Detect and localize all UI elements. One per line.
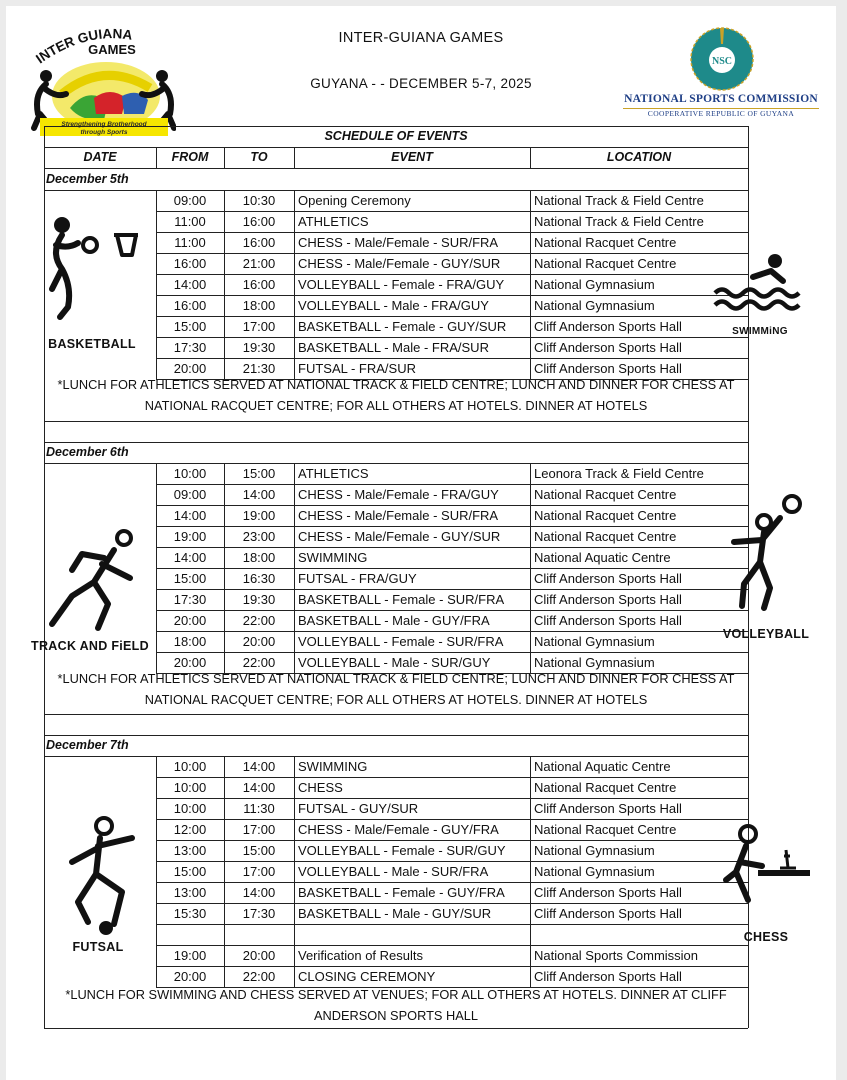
section-divider <box>44 735 748 736</box>
section-divider <box>44 421 748 422</box>
row-location-cell: National Racquet Centre <box>534 508 677 523</box>
row-from-cell: 15:00 <box>173 571 207 586</box>
row-from-cell: 13:00 <box>173 885 207 900</box>
row-divider <box>156 358 748 359</box>
row-from-cell: 16:00 <box>173 298 207 313</box>
row-to-cell: 16:00 <box>242 277 276 292</box>
nsc-org-sub: COOPERATIVE REPUBLIC OF GUYANA <box>647 109 795 118</box>
row-location-cell: National Gymnasium <box>534 277 655 292</box>
track-and-field-icon <box>38 524 144 636</box>
row-to-cell: 17:00 <box>242 864 276 879</box>
page-subtitle: GUYANA - - DECEMBER 5-7, 2025 <box>310 76 532 91</box>
row-location-cell: Cliff Anderson Sports Hall <box>534 340 682 355</box>
row-location-cell <box>534 924 750 945</box>
note-dec5-line1: *LUNCH FOR ATHLETICS SERVED AT NATIONAL TRACK & FIELD CENTRE; LUNCH AND DINNER FOR CHESS AT <box>57 377 735 392</box>
day-divider <box>44 463 748 464</box>
row-divider <box>156 798 748 799</box>
row-location-cell: National Racquet Centre <box>534 822 677 837</box>
note-dec5 <box>44 374 748 416</box>
nsc-emblem-text: NSC <box>711 56 733 67</box>
row-from-cell: 10:00 <box>173 759 207 774</box>
row-location-cell: National Track & Field Centre <box>534 193 704 208</box>
row-location-cell: National Gymnasium <box>534 655 655 670</box>
row-location-cell: Cliff Anderson Sports Hall <box>534 969 682 984</box>
row-location-cell: Cliff Anderson Sports Hall <box>534 361 682 376</box>
row-from-cell: 12:00 <box>173 822 207 837</box>
row-from-cell: 20:00 <box>173 969 207 984</box>
row-to-cell: 14:00 <box>242 487 276 502</box>
row-event-cell <box>298 924 532 945</box>
row-to-cell: 21:00 <box>242 256 276 271</box>
row-to-cell: 10:30 <box>242 193 276 208</box>
col-to-header: TO <box>250 150 268 164</box>
row-location-cell: Cliff Anderson Sports Hall <box>534 906 682 921</box>
row-to-cell: 18:00 <box>242 298 276 313</box>
row-from-cell: 20:00 <box>173 655 207 670</box>
row-from-cell: 14:00 <box>173 550 207 565</box>
column-divider <box>294 756 295 987</box>
column-divider <box>294 190 295 379</box>
note-dec6-line1: *LUNCH FOR ATHLETICS SERVED AT NATIONAL TRACK & FIELD CENTRE; LUNCH AND DINNER FOR CHESS AT <box>57 671 735 686</box>
nsc-emblem <box>689 26 755 92</box>
column-divider <box>156 756 157 987</box>
day-label-dec6: December 6th <box>46 445 129 459</box>
row-event-cell: CHESS - Male/Female - SUR/FRA <box>298 508 499 523</box>
row-to-cell: 16:30 <box>242 571 276 586</box>
row-to-cell: 20:00 <box>242 634 276 649</box>
row-event-cell: CLOSING CEREMONY <box>298 969 436 984</box>
row-event-cell: VOLLEYBALL - Female - SUR/FRA <box>298 634 504 649</box>
row-from-cell: 20:00 <box>173 613 207 628</box>
row-to-cell: 14:00 <box>242 780 276 795</box>
row-divider <box>156 777 748 778</box>
row-divider <box>156 903 748 904</box>
row-event-cell: Opening Ceremony <box>298 193 411 208</box>
header-bottom <box>44 168 748 169</box>
row-divider <box>156 295 748 296</box>
section-divider <box>44 442 748 443</box>
schedule-page <box>6 6 836 1080</box>
row-from-cell: 15:00 <box>173 319 207 334</box>
row-to-cell: 19:00 <box>242 508 276 523</box>
row-event-cell: VOLLEYBALL - Male - FRA/GUY <box>298 298 489 313</box>
basketball-label: BASKETBALL <box>48 337 136 351</box>
row-location-cell: National Racquet Centre <box>534 529 677 544</box>
logo-line2: GAMES <box>88 42 136 57</box>
row-from-cell: 18:00 <box>173 634 207 649</box>
table-top-border <box>44 126 748 127</box>
row-event-cell: FUTSAL - FRA/SUR <box>298 361 416 376</box>
row-location-cell: Cliff Anderson Sports Hall <box>534 319 682 334</box>
swimming-label: SWIMMiNG <box>732 326 788 337</box>
row-from-cell: 10:00 <box>173 466 207 481</box>
page-title: INTER-GUIANA GAMES <box>338 30 504 46</box>
logo-line1: INTER GUIANA <box>33 26 134 67</box>
futsal-label: FUTSAL <box>72 940 124 954</box>
schedule-title: SCHEDULE OF EVENTS <box>324 129 468 143</box>
basketball-icon <box>40 209 144 329</box>
row-from-cell: 10:00 <box>173 780 207 795</box>
row-divider <box>156 840 748 841</box>
row-location-cell: National Gymnasium <box>534 298 655 313</box>
row-from-cell: 09:00 <box>173 487 207 502</box>
row-divider <box>156 945 748 946</box>
row-event-cell: ATHLETICS <box>298 466 369 481</box>
row-divider <box>156 253 748 254</box>
row-event-cell: FUTSAL - GUY/SUR <box>298 801 419 816</box>
row-location-cell: National Aquatic Centre <box>534 550 671 565</box>
day-label-dec5: December 5th <box>46 172 129 186</box>
row-location-cell: Leonora Track & Field Centre <box>534 466 704 481</box>
inter-guiana-games-logo <box>26 24 176 136</box>
column-divider <box>156 463 157 673</box>
row-divider <box>156 337 748 338</box>
row-location-cell: Cliff Anderson Sports Hall <box>534 885 682 900</box>
row-to-cell: 21:30 <box>242 361 276 376</box>
row-to-cell: 17:30 <box>242 906 276 921</box>
note-dec6 <box>44 668 748 710</box>
row-from-cell: 19:00 <box>173 948 207 963</box>
row-event-cell: CHESS - Male/Female - GUY/SUR <box>298 256 501 271</box>
row-from-cell: 20:00 <box>173 361 207 376</box>
note-dec7 <box>44 984 748 1026</box>
row-from-cell: 14:00 <box>173 277 207 292</box>
row-location-cell: National Aquatic Centre <box>534 759 671 774</box>
row-location-cell: National Gymnasium <box>534 634 655 649</box>
row-event-cell: CHESS - Male/Female - FRA/GUY <box>298 487 499 502</box>
row-from-cell: 19:00 <box>173 529 207 544</box>
column-divider <box>224 463 225 673</box>
row-to-cell: 23:00 <box>242 529 276 544</box>
row-divider <box>156 505 748 506</box>
chess-icon <box>718 820 814 916</box>
header-column-divider <box>294 147 295 168</box>
row-event-cell: SWIMMING <box>298 550 368 565</box>
row-to-cell: 18:00 <box>242 550 276 565</box>
row-location-cell: National Racquet Centre <box>534 256 677 271</box>
row-to-cell: 17:00 <box>242 822 276 837</box>
section-divider <box>44 714 748 715</box>
row-location-cell: National Racquet Centre <box>534 235 677 250</box>
row-event-cell: FUTSAL - FRA/GUY <box>298 571 417 586</box>
row-event-cell: BASKETBALL - Male - GUY/SUR <box>298 906 492 921</box>
row-from-cell: 16:00 <box>173 256 207 271</box>
row-event-cell: VOLLEYBALL - Female - FRA/GUY <box>298 277 505 292</box>
row-divider <box>156 924 748 925</box>
track-and-field-label: TRACK AND FiELD <box>31 639 149 653</box>
row-to-cell: 15:00 <box>242 466 276 481</box>
row-location-cell: National Gymnasium <box>534 864 655 879</box>
row-divider <box>156 861 748 862</box>
row-event-cell: BASKETBALL - Male - FRA/SUR <box>298 340 489 355</box>
chess-label: CHESS <box>743 930 789 944</box>
column-divider <box>530 190 531 379</box>
row-to-cell: 22:00 <box>242 613 276 628</box>
column-divider <box>224 756 225 987</box>
swimming-icon <box>713 241 805 313</box>
header-column-divider <box>224 147 225 168</box>
col-from-header: FROM <box>171 150 209 164</box>
row-to-cell: 14:00 <box>242 885 276 900</box>
header-column-divider <box>156 147 157 168</box>
row-divider <box>156 882 748 883</box>
column-divider <box>156 190 157 379</box>
row-to-cell: 19:30 <box>242 592 276 607</box>
row-to-cell: 20:00 <box>242 948 276 963</box>
note-dec7-line1: *LUNCH FOR SWIMMING AND CHESS SERVED AT VENUES; FOR ALL OTHERS AT HOTELS. DINNER AT CLIFF <box>65 987 727 1002</box>
row-event-cell: CHESS - Male/Female - GUY/SUR <box>298 529 501 544</box>
day-divider <box>44 190 748 191</box>
row-location-cell: Cliff Anderson Sports Hall <box>534 592 682 607</box>
row-event-cell: VOLLEYBALL - Female - SUR/GUY <box>298 843 506 858</box>
note-dec6-line2: NATIONAL RACQUET CENTRE; FOR ALL OTHERS AT HOTELS. DINNER AT HOTELS <box>144 692 648 707</box>
row-location-cell: Cliff Anderson Sports Hall <box>534 571 682 586</box>
row-divider <box>156 589 748 590</box>
logo-tagline2: through Sports <box>80 129 128 136</box>
row-to-cell: 22:00 <box>242 655 276 670</box>
row-divider <box>156 568 748 569</box>
row-divider <box>156 819 748 820</box>
volleyball-icon <box>720 492 806 612</box>
row-from-cell: 11:00 <box>174 214 206 229</box>
row-event-cell: Verification of Results <box>298 948 424 963</box>
row-from-cell: 13:00 <box>173 843 207 858</box>
row-event-cell: VOLLEYBALL - Male - SUR/FRA <box>298 864 489 879</box>
row-to-cell: 17:00 <box>242 319 276 334</box>
row-divider <box>156 547 748 548</box>
row-event-cell: BASKETBALL - Female - SUR/FRA <box>298 592 505 607</box>
column-divider <box>294 463 295 673</box>
row-location-cell: National Racquet Centre <box>534 780 677 795</box>
header-column-divider <box>530 147 531 168</box>
col-event-header: EVENT <box>391 150 433 164</box>
row-event-cell: SWIMMING <box>298 759 368 774</box>
row-from-cell: 15:30 <box>173 906 207 921</box>
futsal-icon <box>52 812 148 936</box>
row-from-cell: 11:00 <box>174 235 206 250</box>
row-from-cell: 17:30 <box>173 340 207 355</box>
row-location-cell: National Gymnasium <box>534 843 655 858</box>
row-location-cell: Cliff Anderson Sports Hall <box>534 801 682 816</box>
row-event-cell: CHESS - Male/Female - SUR/FRA <box>298 235 499 250</box>
row-to-cell: 15:00 <box>242 843 276 858</box>
row-from-cell: 15:00 <box>173 864 207 879</box>
row-divider <box>156 211 748 212</box>
column-divider <box>530 756 531 987</box>
row-from-cell: 14:00 <box>173 508 207 523</box>
row-to-cell: 22:00 <box>242 969 276 984</box>
row-divider <box>156 652 748 653</box>
row-divider <box>156 232 748 233</box>
nsc-org-name: NATIONAL SPORTS COMMISSION <box>624 93 818 105</box>
row-location-cell: National Track & Field Centre <box>534 214 704 229</box>
row-location-cell: National Racquet Centre <box>534 487 677 502</box>
row-divider <box>156 610 748 611</box>
row-to-cell <box>224 924 294 945</box>
row-divider <box>156 316 748 317</box>
row-divider <box>156 484 748 485</box>
col-date-header: DATE <box>83 150 117 164</box>
volleyball-label: VOLLEYBALL <box>722 627 810 641</box>
row-to-cell: 19:30 <box>242 340 276 355</box>
row-location-cell: Cliff Anderson Sports Hall <box>534 613 682 628</box>
col-location-header: LOCATION <box>606 150 672 164</box>
row-event-cell: BASKETBALL - Female - GUY/FRA <box>298 885 505 900</box>
row-from-cell: 17:30 <box>173 592 207 607</box>
row-event-cell: CHESS <box>298 780 343 795</box>
note-dec7-line2: ANDERSON SPORTS HALL <box>313 1008 479 1023</box>
row-from-cell: 10:00 <box>173 801 207 816</box>
row-event-cell: CHESS - Male/Female - GUY/FRA <box>298 822 499 837</box>
row-from-cell <box>156 924 224 945</box>
row-event-cell: BASKETBALL - Male - GUY/FRA <box>298 613 490 628</box>
day-label-dec7: December 7th <box>46 738 129 752</box>
row-from-cell: 09:00 <box>173 193 207 208</box>
row-divider <box>156 966 748 967</box>
note-dec5-line2: NATIONAL RACQUET CENTRE; FOR ALL OTHERS AT HOTELS. DINNER AT HOTELS <box>144 398 648 413</box>
table-bottom-border <box>44 1028 748 1029</box>
row-location-cell: National Sports Commission <box>534 948 699 963</box>
row-divider <box>156 526 748 527</box>
column-divider <box>224 190 225 379</box>
column-divider <box>530 463 531 673</box>
row-event-cell: ATHLETICS <box>298 214 369 229</box>
row-event-cell: BASKETBALL - Female - GUY/SUR <box>298 319 507 334</box>
row-to-cell: 16:00 <box>242 235 276 250</box>
row-divider <box>156 631 748 632</box>
day-divider <box>44 756 748 757</box>
row-to-cell: 14:00 <box>242 759 276 774</box>
row-event-cell: VOLLEYBALL - Male - SUR/GUY <box>298 655 491 670</box>
row-to-cell: 11:30 <box>243 801 275 816</box>
logo-tagline1: Strengthening Brotherhood <box>61 121 147 128</box>
row-divider <box>156 274 748 275</box>
row-to-cell: 16:00 <box>242 214 276 229</box>
header-divider <box>44 147 748 148</box>
